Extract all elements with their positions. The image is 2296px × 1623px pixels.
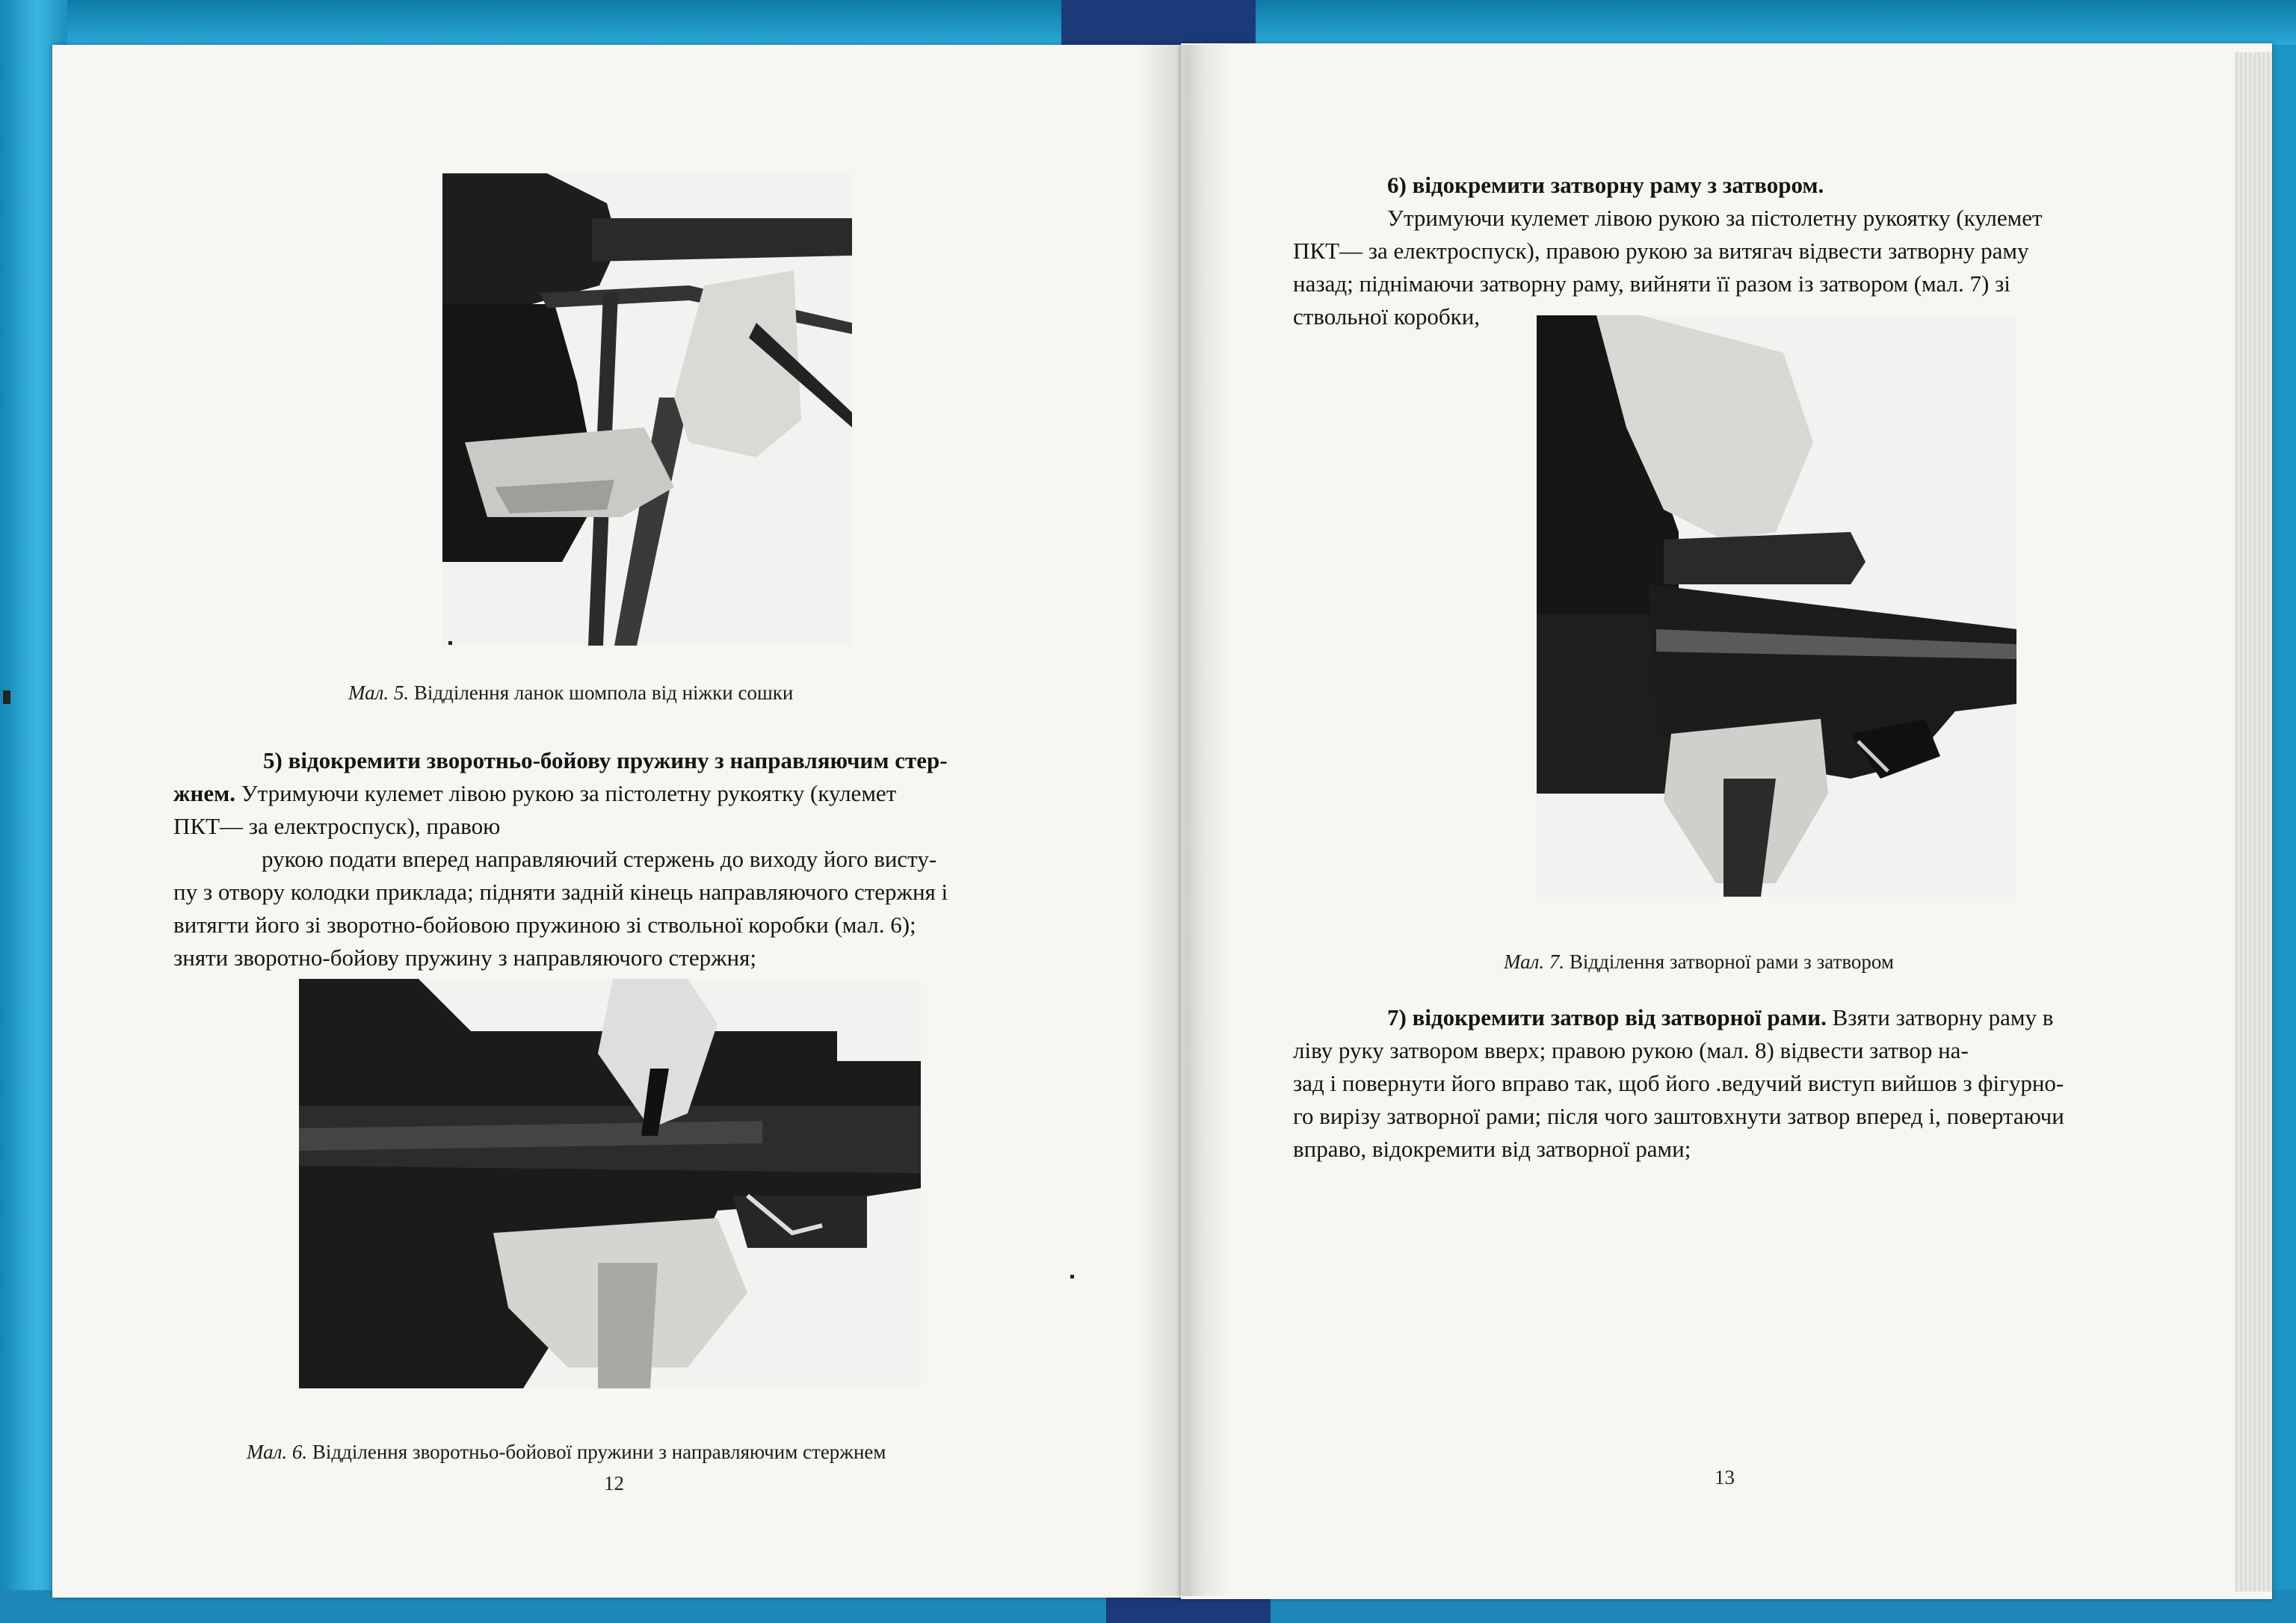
book-cover-top-band <box>1061 0 1256 45</box>
figure-7-label: Мал. 7. <box>1504 950 1565 973</box>
page-number-right: 13 <box>1715 1466 1735 1488</box>
step-7-line-3: зад і повернути його вправо так, щоб його .ведучий виступ вийшов з фігурно- <box>1293 1070 2064 1096</box>
step-6-heading: 6) відокремити затворну раму з затвором. <box>1387 172 1824 198</box>
figure-6-caption <box>247 1441 886 1464</box>
step-5-heading: 5) відокремити зворотньо-бойову пружину з направляючим стер- <box>263 747 948 773</box>
step-6-line-4: ствольної коробки, <box>1293 303 1481 330</box>
step-5-line-2: ПКТ— за електроспуск), правою <box>173 813 501 839</box>
step-5-line-6: зняти зворотно-бойову пружину з направляючого стержня; <box>173 945 756 971</box>
step-6-line-1: Утримуючи кулемет лівою рукою за пістолетну рукоятку (кулемет <box>1387 205 2043 231</box>
stray-dot <box>1070 1275 1074 1279</box>
figure-5-label: Мал. 5. <box>348 681 410 704</box>
step-6-line-3: назад; піднімаючи затворну раму, вийняти її разом із затвором (мал. 7) зі <box>1293 270 2010 297</box>
step-7-line-1: Взяти затворну раму в <box>1826 1004 2054 1030</box>
step-5-line-3: рукою подати вперед направляючий стержень до виходу його висту- <box>262 846 937 872</box>
step-7-block <box>1293 1001 2163 1166</box>
figure-5-caption <box>348 681 793 705</box>
step-5-line-1: Утримуючи кулемет лівою рукою за пістолетну рукоятку (кулемет <box>235 780 897 806</box>
step-5-line-4: пу з отвору колодки приклада; підняти задній кінець направляючого стержня і <box>173 879 948 905</box>
figure-5-caption-text: Відділення ланок шомпола від ніжки сошки <box>413 681 794 704</box>
figure-6-label: Мал. 6. <box>247 1441 308 1463</box>
step-6-line-2: ПКТ— за електроспуск), правою рукою за витягач відвести затворну раму <box>1293 238 2029 264</box>
step-7-heading: 7) відокремити затвор від затворної рами. <box>1387 1004 1827 1030</box>
step-7-line-4: го вирізу затворної рами; після чого заштовхнути затвор вперед і, повертаючи <box>1293 1103 2064 1129</box>
figure-5-photo <box>442 173 852 646</box>
step-7-line-2: ліву руку затвором вверх; правою рукою (мал. 8) відвести затвор на- <box>1293 1037 1969 1063</box>
stray-mark <box>3 690 10 704</box>
figure-6-photo <box>299 979 921 1388</box>
figure-7-photo <box>1537 315 2016 897</box>
step-5-line-5: витягти його зі зворотно-бойовою пружиною зі ствольної коробки (мал. 6); <box>173 912 916 938</box>
step-5-line-1-bold: жнем. <box>173 780 235 806</box>
step-7-line-5: вправо, відокремити від затворної рами; <box>1293 1136 1691 1162</box>
step-5-block <box>173 744 1048 974</box>
stray-dot <box>448 641 452 645</box>
figure-7-caption <box>1504 950 1894 974</box>
figure-7-caption-text: Відділення затворної рами з затвором <box>1569 950 1894 973</box>
page-edges <box>2235 52 2272 1592</box>
step-6-block <box>1293 169 2169 333</box>
figure-6-caption-text: Відділення зворотньо-бойової пружини з направляючим стержнем <box>312 1441 886 1463</box>
page-number-left: 12 <box>604 1472 624 1494</box>
